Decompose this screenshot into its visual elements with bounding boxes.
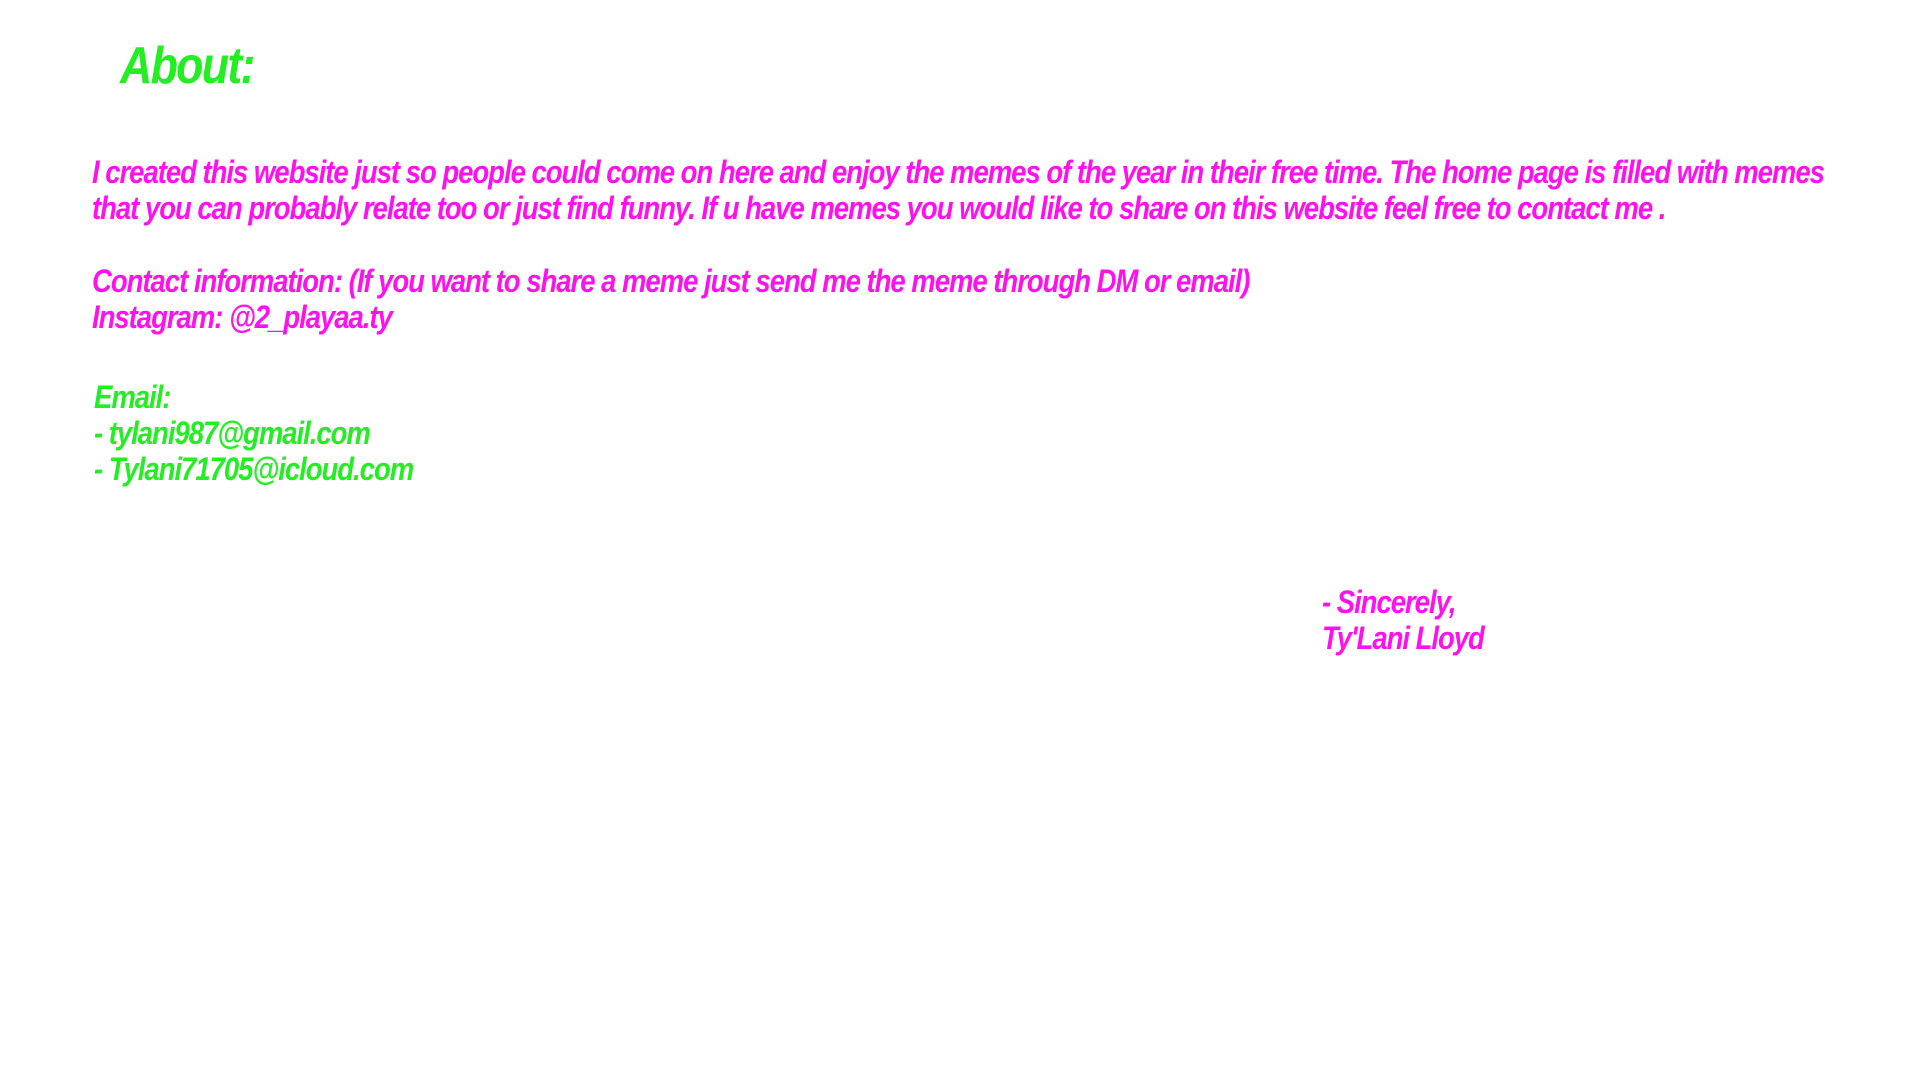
email-address-gmail: - tylani987@gmail.com [94,415,370,451]
email-address-icloud: - Tylani71705@icloud.com [94,451,414,487]
contact-label: Contact information: (If you want to share a meme just send me the meme through DM or email) [92,263,1250,299]
signature-closing: - Sincerely, [1322,584,1456,620]
about-paragraph-line: that you can probably relate too or just find funny. If u have memes you would like to share on this website feel free to contact me . [92,190,1666,226]
email-section [94,379,413,487]
email-label: Email: [94,379,171,415]
about-paragraph [92,154,1824,226]
instagram-handle: Instagram: @2_playaa.ty [92,299,392,335]
signature [1322,584,1484,656]
contact-information [92,263,1249,335]
about-paragraph-line: I created this website just so people could come on here and enjoy the memes of the year in their free time. The home page is filled with memes [92,154,1824,190]
signature-name: Ty'Lani Lloyd [1322,620,1484,656]
about-heading: About: [120,37,254,95]
